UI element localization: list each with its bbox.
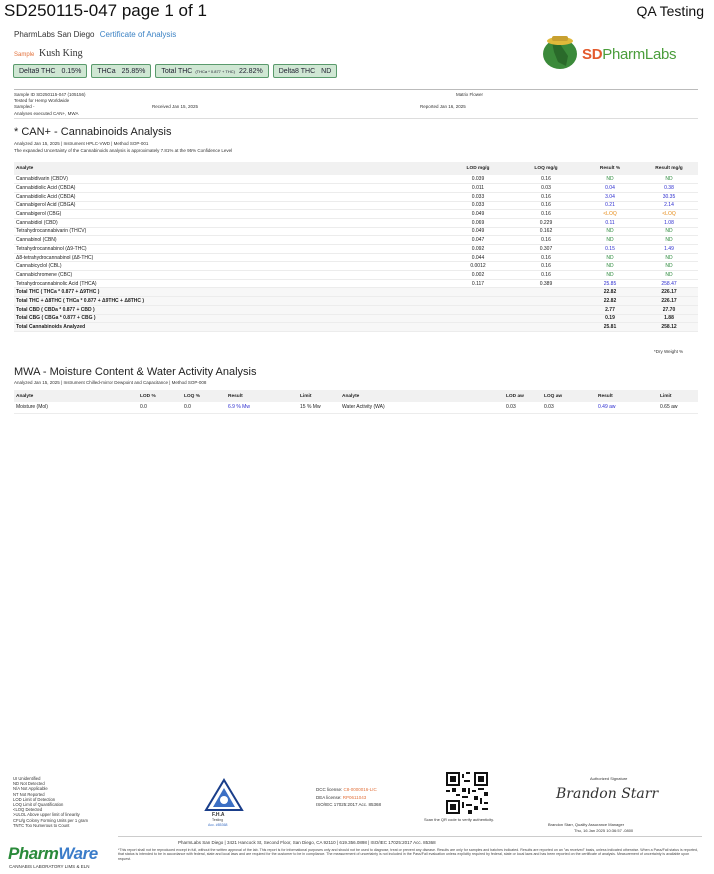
meta-sampled: Sampled - [14,104,35,109]
badge-delta8-thc [273,64,338,78]
cell: Δ8-tetrahydrocannabinol (Δ8-THC) [14,253,444,262]
sample-name: Kush King [39,48,83,59]
coa-page [0,22,714,874]
cell: 0.092 [444,245,512,254]
col-lod: LOD mg/g [444,162,512,175]
cell: Moisture (Mol) [14,402,138,413]
cell: 226.17 [640,288,698,297]
divider [118,836,702,837]
cell: 0.0012 [444,262,512,271]
cell: 27.70 [640,305,698,314]
cell: 0.16 [512,175,580,184]
badge-value: 25.85% [121,67,146,75]
cell [512,288,580,297]
table-row [14,192,698,201]
cell: 0.389 [512,279,580,288]
iso-accreditation: ISO/IEC 17025:2017 Acc. 85368 [316,802,382,807]
table-row [14,236,698,245]
abbreviation-legend [13,776,88,828]
badge-value: ND [321,67,332,75]
col-loq: LOQ % [182,390,226,402]
total-row [14,314,698,323]
col-analyte: Analyte [340,390,504,402]
pharmware-logo [8,844,98,869]
can-section-title: * CAN+ - Cannabinoids Analysis [14,126,172,138]
cell: 0.16 [512,192,580,201]
sample-label: Sample [14,52,35,58]
cell: 0.044 [444,253,512,262]
can-analysis-info: Analyzed Jan 15, 2025 | Instrument HPLC-VWD | Method SOP-001 [14,141,149,146]
california-logo-icon [538,32,582,72]
col-lod: LOD % [138,390,182,402]
cell: 0.15 [580,245,640,254]
fha-sub: Testing [212,818,224,822]
moisture-table [14,390,698,414]
col-loq: LOQ mg/g [512,162,580,175]
total-row [14,305,698,314]
meta-tested-for: Tested for Hemp Worldwide [14,98,70,103]
cell: 0.21 [580,201,640,210]
table-row [14,218,698,227]
cell: 0.047 [444,236,512,245]
lab-name: PharmLabs San Diego [14,30,95,39]
legend-item: N/A Not Applicable [13,786,48,792]
meta-analyses: Analyses executed CAN+, MWA [14,111,79,116]
cell: Total CBD ( CBDa * 0.877 + CBD ) [14,305,444,314]
cell: 0.65 aw [658,402,698,413]
col-analyte: Analyte [14,162,444,175]
cell: Tetrahydrocannabivarin (THCV) [14,227,444,236]
cell: ND [640,253,698,262]
logo-text: SDPharmLabs [582,46,677,63]
col-lod: LOD aw [504,390,542,402]
cell: 2.77 [580,305,640,314]
document-title: SD250115-047 page 1 of 1 [4,1,207,20]
cell: 0.0 [182,402,226,413]
legend-item: ND Not Detected [13,781,45,787]
cell: <LOQ [580,210,640,219]
table-row [14,279,698,288]
cannabinoids-table [14,162,698,332]
cell: 0.16 [512,201,580,210]
dry-weight-note: *Dry Weight % [654,349,684,354]
lab-header [14,30,176,39]
table-row [14,271,698,280]
badge-value: 22.82% [238,67,263,75]
cell: 0.049 [444,210,512,219]
fha-name: F.H.A [212,812,225,818]
badge-delta9-thc [13,64,87,78]
table-row [14,253,698,262]
badge-value: 0.15% [61,67,82,75]
cell: 25.85 [580,279,640,288]
meta-reported: Reported Jan 16, 2025 [420,104,466,109]
doc-type: Certificate of Analysis [99,30,177,39]
cell: 0.03 [542,402,596,413]
signature-date: Thu, 16 Jan 2025 10:36:57 -0800 [574,828,634,833]
cell: ND [580,175,640,184]
cell: Tetrahydrocannabinolic Acid (THCA) [14,279,444,288]
qa-testing-label: QA Testing [636,3,704,19]
cell: ND [640,175,698,184]
cell [444,305,512,314]
fha-accreditation: Acc. #85368 [208,823,228,827]
cell: Cannabidiolic Acid (CBDA) [14,184,444,193]
cell: 0.229 [512,218,580,227]
total-row [14,323,698,332]
potency-badges [13,64,337,78]
cell: 6.9 % Mw [226,402,298,413]
cell: Cannabinol (CBN) [14,236,444,245]
qr-caption: Scan the QR code to verify authenticity. [424,817,494,822]
table-header-row [14,162,698,175]
badge-thca [91,64,151,78]
cell [444,297,512,306]
cell: 0.039 [444,175,512,184]
cell [512,314,580,323]
cell: Cannabichromene (CBC) [14,271,444,280]
cell: Cannabidivarin (CBDV) [14,175,444,184]
cell: 0.117 [444,279,512,288]
total-row [14,288,698,297]
cell: 30.35 [640,192,698,201]
cell: Cannabigerol (CBG) [14,210,444,219]
badge-label: Delta8 THC [278,67,316,75]
badge-label: Delta9 THC [19,67,56,75]
cell: 0.002 [444,271,512,280]
dcc-license: C8-0000016-LIC [343,787,377,792]
fha-badge [204,778,244,828]
cell: Total Cannabinoids Analyzed [14,323,444,332]
col-loq: LOQ aw [542,390,596,402]
cell: 0.0 [138,402,182,413]
table-row [14,227,698,236]
cell: 0.16 [512,236,580,245]
table-row [14,175,698,184]
pharmware-wordmark: PharmWare [8,844,98,863]
divider [14,118,698,119]
legend-item: UI Unidentified [13,776,41,781]
cell [444,314,512,323]
meta-received: Received Jan 15, 2025 [152,104,199,109]
fha-accreditation-icon [204,778,244,812]
cell: 0.16 [512,210,580,219]
cell: 15 % Mw [298,402,340,413]
cell: 0.16 [512,262,580,271]
legend-item: >ULOL Above upper limit of linearity [13,812,80,818]
badge-label: Total THC [161,67,193,75]
cell [444,288,512,297]
cell: ND [580,271,640,280]
cell: Total THC ( THCa * 0.877 + Δ9THC ) [14,288,444,297]
cell: ND [640,271,698,280]
cell: 25.81 [580,323,640,332]
disclaimer: *This report shall not be reproduced except in full, without the written approval of the lab. This report is for informational purposes only and should not be used to diagnose, treat or prevent any disease. Results are only for samples and batches indicated. Results are reported on an "as received" basis, unless indicated otherwise. When a Pass/Fail status is reported, that status is intended to be in accordance with federal, state and local laws and are required for the customer to be in compliance. The measurement of uncertainty is not included in the Pass/Fail evaluation unless explicitly required by federal, state or local laws and has been reported on the certificate of analysis. Measurement of uncertainty is available upon request. [118,848,699,861]
cell: 258.12 [640,323,698,332]
badge-label: THCa [97,67,116,75]
cell: ND [580,236,640,245]
cell: Total CBG ( CBGa * 0.877 + CBG ) [14,314,444,323]
cell: <LOQ [640,210,698,219]
cell: 22.82 [580,297,640,306]
qr-code-icon[interactable] [446,772,488,814]
cell: Water Activity (WA) [340,402,504,413]
signature-label: Authorized Signature [590,776,628,781]
cell: 22.82 [580,288,640,297]
cell: ND [580,253,640,262]
cell: 0.069 [444,218,512,227]
table-row [14,402,698,413]
table-row [14,262,698,271]
col-analyte: Analyte [14,390,138,402]
col-result-mg: Result mg/g [640,162,698,175]
legend-item: <LOQ Detected [13,807,43,813]
sdpharmlabs-logo [538,32,708,72]
legend-item: NT Not Reported [13,791,45,797]
cell: 226.17 [640,297,698,306]
cell: Cannabidiolic Acid (CBDA) [14,192,444,201]
cell: 0.49 aw [596,402,658,413]
cell: Cannabicyclol (CBL) [14,262,444,271]
divider [14,89,698,90]
cell: 0.033 [444,192,512,201]
badge-total-thc [155,64,268,78]
cell: Cannabigerol Acid (CBGA) [14,201,444,210]
cell: 0.38 [640,184,698,193]
meta-matrix: Matrix Flower [456,92,484,97]
col-result-pct: Result % [580,162,640,175]
window-titlebar [0,0,714,24]
cell: 0.16 [512,253,580,262]
cell: ND [640,236,698,245]
dea-label: DEA license: [316,794,342,800]
dea-license: RP0611043 [342,794,367,800]
legend-item: CFU/g Colony Forming Units per 1 gram [13,817,88,823]
license-info [316,786,381,809]
lab-address: PharmLabs San Diego | 3421 Hancock St, Second Floor, San Diego, CA 92110 | 619.356.0898 | ISO/IEC 17025:2017 Acc. 85368 [178,840,436,845]
col-limit: Limit [298,390,340,402]
col-result: Result [226,390,298,402]
table-row [14,201,698,210]
table-row [14,245,698,254]
legend-item: LOQ Limit of Quantification [13,802,64,808]
cell: ND [640,227,698,236]
cell: Total THC + Δ8THC ( THCa * 0.877 + Δ9THC + Δ8THC ) [14,297,444,306]
cell: 0.19 [580,314,640,323]
cell: 0.307 [512,245,580,254]
cell: ND [580,227,640,236]
cell: Cannabidiol (CBD) [14,218,444,227]
legend-item: TNTC Too Numerous to Count [13,822,70,828]
table-header-row [14,390,698,402]
cell [512,323,580,332]
cell: 3.04 [580,192,640,201]
cell [512,297,580,306]
badge-formula: (THCa * 0.877 + THC) [195,68,235,74]
meta-sample-id: Sample ID SD250115-047 (105156) [14,92,86,97]
signer-name: Brandon Starr, Quality Assurance Manager [548,822,625,827]
mwa-section-title: MWA - Moisture Content & Water Activity Analysis [14,366,257,378]
cell: 0.11 [580,218,640,227]
cell: 0.04 [580,184,640,193]
cell: 1.49 [640,245,698,254]
legend-item: LOD Limit of Detection [13,796,56,802]
mwa-analysis-info: Analyzed Jan 15, 2025 | Instrument Chilled-mirror Dewpoint and Capacitance | Method SOP-008 [14,380,207,385]
signature: Brandon Starr [556,786,659,802]
cell: ND [580,262,640,271]
can-uncertainty-note: The expanded Uncertainty of the Cannabinoids analysis is approximately 7.81% at the 95% Confidence Level [14,148,233,153]
cell: 0.16 [512,271,580,280]
sample-line [14,48,83,59]
cell: 0.162 [512,227,580,236]
cell: 0.049 [444,227,512,236]
cell: 1.08 [640,218,698,227]
cell: 0.033 [444,201,512,210]
cell: 258.47 [640,279,698,288]
cell [512,305,580,314]
cell: 2.14 [640,201,698,210]
cell: 1.88 [640,314,698,323]
cell: 0.03 [512,184,580,193]
total-row [14,297,698,306]
cell: Tetrahydrocannabinol (Δ9-THC) [14,245,444,254]
cell [444,323,512,332]
pharmware-tagline: CANNABIS LABORATORY LIMS & ELN [9,864,90,869]
col-limit: Limit [658,390,698,402]
table-row [14,184,698,193]
table-row [14,210,698,219]
dcc-label: DCC license: [316,787,343,792]
cell: ND [640,262,698,271]
col-result: Result [596,390,658,402]
cell: 0.011 [444,184,512,193]
cell: 0.03 [504,402,542,413]
